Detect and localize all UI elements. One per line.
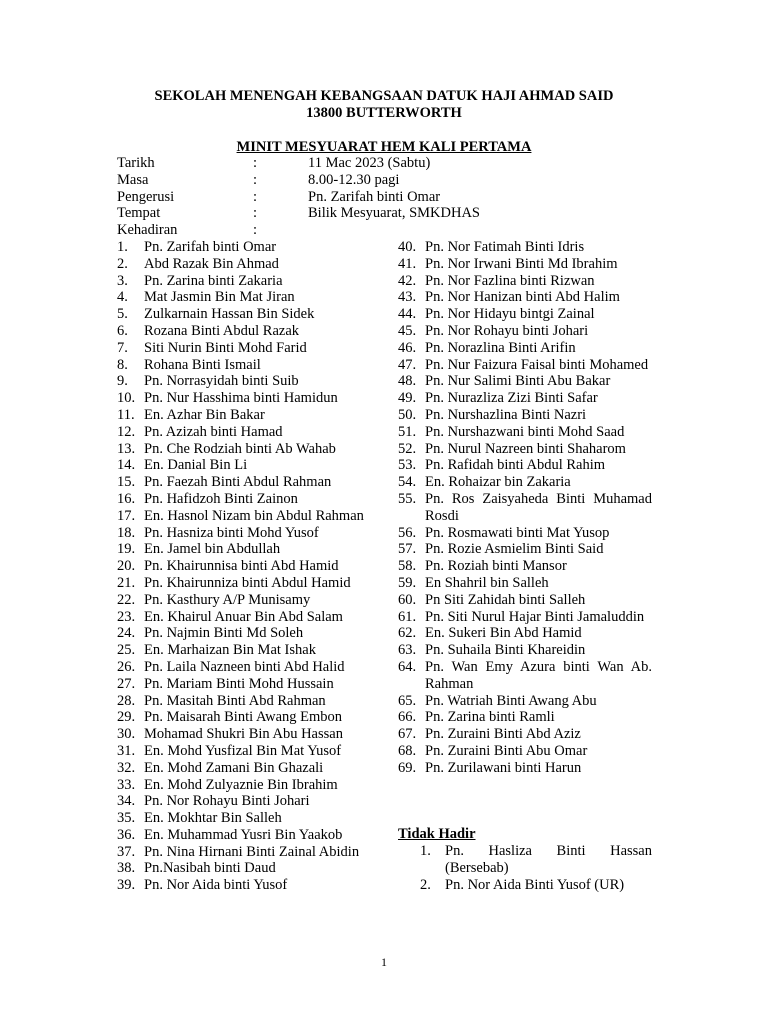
item-name: En. Mohd Zamani Bin Ghazali (144, 759, 324, 776)
item-name: En. Sukeri Bin Abd Hamid (425, 625, 582, 642)
item-number: 37. (117, 843, 136, 860)
item-number: 16. (117, 490, 136, 507)
attendee-item (398, 709, 652, 726)
item-name: En. Muhammad Yusri Bin Yaakob (144, 826, 343, 843)
item-number: 12. (117, 423, 136, 440)
item-name: Mat Jasmin Bin Mat Jiran (144, 289, 295, 306)
item-name: En. Khairul Anuar Bin Abd Salam (144, 608, 343, 625)
info-row (117, 155, 677, 172)
item-name: Pn. Roziah binti Mansor (425, 558, 567, 575)
item-number: 53. (398, 457, 417, 474)
item-name: En. Jamel bin Abdullah (144, 541, 281, 558)
item-number: 43. (398, 289, 417, 306)
attendee-item (117, 676, 370, 693)
attendee-item (117, 239, 370, 256)
attendee-item (398, 558, 652, 575)
attendee-item (117, 558, 370, 575)
item-name: Pn. Khairunnisa binti Abd Hamid (144, 558, 339, 575)
item-number: 59. (398, 574, 417, 591)
item-name: Pn. Ros Zaisyaheda Binti Muhamad Rosdi (425, 490, 652, 524)
item-number: 2. (117, 255, 128, 272)
attendee-item (117, 659, 370, 676)
item-number: 21. (117, 574, 136, 591)
item-number: 68. (398, 742, 417, 759)
item-number: 46. (398, 339, 417, 356)
attendee-item (398, 659, 652, 693)
attendee-item (398, 340, 652, 357)
attendee-item (117, 491, 370, 508)
attendee-item (117, 256, 370, 273)
attendee-item (117, 407, 370, 424)
item-name: En. Mohd Zulyaznie Bin Ibrahim (144, 776, 338, 793)
item-name: Pn. Nor Fatimah Binti Idris (425, 239, 585, 255)
attendee-item (117, 642, 370, 659)
item-name: Pn. Kasthury A/P Munisamy (144, 591, 311, 608)
item-number: 11. (117, 406, 135, 423)
item-name: Pn. Nor Hidayu bintgi Zainal (425, 306, 595, 323)
item-number: 6. (117, 322, 128, 339)
info-colon: : (253, 171, 258, 188)
attendee-item (117, 760, 370, 777)
item-name: Pn. Hasniza binti Mohd Yusof (144, 524, 319, 541)
item-number: 39. (117, 877, 136, 894)
info-row (117, 205, 677, 222)
item-number: 3. (117, 272, 128, 289)
item-number: 15. (117, 474, 136, 491)
item-number: 22. (117, 591, 136, 608)
info-label: Tarikh (117, 155, 155, 171)
attendee-item (117, 709, 370, 726)
attendee-item (117, 273, 370, 290)
info-row (117, 222, 677, 239)
item-number: 55. (398, 490, 417, 507)
item-number: 28. (117, 692, 136, 709)
attendee-item (117, 810, 370, 827)
item-number: 52. (398, 440, 417, 457)
attendee-item (398, 726, 652, 743)
item-name: Pn. Nor Aida Binti Yusof (UR) (445, 876, 625, 893)
attendee-item (398, 743, 652, 760)
absent-list (420, 843, 652, 893)
attendee-item (398, 491, 652, 525)
attendee-list-left (117, 239, 370, 894)
item-name: Pn. Nor Rohayu binti Johari (425, 322, 589, 339)
item-name: Pn. Zuraini Binti Abd Aziz (425, 726, 581, 743)
item-number: 54. (398, 474, 417, 491)
item-number: 33. (117, 776, 136, 793)
attendee-item (117, 323, 370, 340)
info-label: Kehadiran (117, 222, 178, 239)
info-label: Masa (117, 171, 149, 188)
item-number: 26. (117, 658, 136, 675)
attendee-item (117, 860, 370, 877)
item-number: 8. (117, 356, 128, 373)
item-number: 57. (398, 541, 417, 558)
item-number: 64. (398, 658, 417, 675)
attendee-item (117, 390, 370, 407)
item-number: 38. (117, 860, 136, 877)
item-name: En. Marhaizan Bin Mat Ishak (144, 642, 316, 659)
item-name: Pn. Laila Nazneen binti Abd Halid (144, 658, 345, 675)
info-value: 11 Mac 2023 (Sabtu) (308, 155, 431, 171)
absent-item (420, 877, 652, 894)
attendee-item (117, 357, 370, 374)
item-number: 14. (117, 457, 136, 474)
item-name: Pn. Mariam Binti Mohd Hussain (144, 675, 334, 692)
item-number: 41. (398, 255, 417, 272)
item-number: 9. (117, 373, 128, 390)
item-name: Pn. Nur Faizura Faisal binti Mohamed (425, 356, 649, 373)
attendee-item (117, 508, 370, 525)
attendee-item (398, 390, 652, 407)
item-name: Mohamad Shukri Bin Abu Hassan (144, 726, 343, 743)
item-number: 45. (398, 322, 417, 339)
item-number: 48. (398, 373, 417, 390)
item-name: En. Rohaizar bin Zakaria (425, 474, 571, 491)
item-name: Pn. Khairunniza binti Abdul Hamid (144, 574, 351, 591)
item-name: Pn. Nurshazlina Binti Nazri (425, 406, 587, 423)
item-number: 67. (398, 726, 417, 743)
item-name: Siti Nurin Binti Mohd Farid (144, 339, 307, 356)
info-value: Pn. Zarifah binti Omar (308, 188, 441, 205)
item-name: Pn. Siti Nurul Hajar Binti Jamaluddin (425, 608, 645, 625)
item-name: Pn.Nasibah binti Daud (144, 860, 276, 877)
item-name: Pn. Rosmawati binti Mat Yusop (425, 524, 610, 541)
item-name: Pn. Maisarah Binti Awang Embon (144, 709, 343, 726)
item-number: 25. (117, 642, 136, 659)
attendee-item (117, 625, 370, 642)
meeting-info (117, 155, 677, 239)
item-number: 23. (117, 608, 136, 625)
item-number: 1. (117, 239, 128, 255)
item-name: Pn. Zarifah binti Omar (144, 239, 277, 255)
item-name: Pn. Wan Emy Azura binti Wan Ab. Rahman (425, 658, 652, 692)
item-name: Pn. Nor Aida binti Yusof (144, 877, 288, 894)
item-number: 32. (117, 759, 136, 776)
item-number: 40. (398, 239, 417, 255)
attendee-item (117, 575, 370, 592)
attendee-item (117, 726, 370, 743)
item-name: Pn Siti Zahidah binti Salleh (425, 591, 586, 608)
item-number: 5. (117, 306, 128, 323)
item-name: Rohana Binti Ismail (144, 356, 261, 373)
info-label: Pengerusi (117, 188, 175, 205)
attendee-item (398, 642, 652, 659)
attendee-item (398, 441, 652, 458)
item-number: 27. (117, 675, 136, 692)
attendee-item (398, 323, 652, 340)
attendee-item (398, 693, 652, 710)
item-number: 47. (398, 356, 417, 373)
item-name: Pn. Azizah binti Hamad (144, 423, 283, 440)
info-row (117, 172, 677, 189)
attendee-list-right (398, 239, 652, 777)
info-colon: : (253, 205, 258, 222)
attendee-item (398, 760, 652, 777)
item-number: 36. (117, 826, 136, 843)
item-number: 62. (398, 625, 417, 642)
item-name: Pn. Che Rodziah binti Ab Wahab (144, 440, 336, 457)
item-number: 60. (398, 591, 417, 608)
item-number: 63. (398, 642, 417, 659)
page-number: 1 (381, 955, 387, 969)
item-number: 56. (398, 524, 417, 541)
attendee-item (398, 289, 652, 306)
info-colon: : (253, 155, 258, 171)
item-name: Pn. Rafidah binti Abdul Rahim (425, 457, 606, 474)
item-number: 2. (420, 876, 431, 893)
attendee-item (398, 625, 652, 642)
attendee-item (117, 793, 370, 810)
absent-item (420, 843, 652, 877)
info-colon: : (253, 188, 258, 205)
attendee-item (117, 306, 370, 323)
item-name: En Shahril bin Salleh (425, 574, 549, 591)
item-name: Pn. Zarina binti Ramli (425, 709, 555, 726)
attendee-item (398, 575, 652, 592)
attendee-item (117, 827, 370, 844)
item-name: Pn. Hafidzoh Binti Zainon (144, 490, 298, 507)
attendee-item (398, 357, 652, 374)
item-number: 7. (117, 339, 128, 356)
item-name: Pn. Watriah Binti Awang Abu (425, 692, 597, 709)
item-number: 66. (398, 709, 417, 726)
item-name: Pn. Norazlina Binti Arifin (425, 339, 576, 356)
item-name: En. Azhar Bin Bakar (144, 406, 265, 423)
item-number: 10. (117, 390, 136, 407)
item-name: Pn. Nur Salimi Binti Abu Bakar (425, 373, 611, 390)
item-name: En. Mohd Yusfizal Bin Mat Yusof (144, 742, 342, 759)
attendee-item (117, 373, 370, 390)
item-name: En. Mokhtar Bin Salleh (144, 810, 282, 827)
attendee-item (398, 609, 652, 626)
item-name: Abd Razak Bin Ahmad (144, 255, 279, 272)
item-number: 49. (398, 390, 417, 407)
item-name: En. Danial Bin Li (144, 457, 248, 474)
school-name: SEKOLAH MENENGAH KEBANGSAAN DATUK HAJI AHMAD SAID (154, 88, 614, 104)
info-value: Bilik Mesyuarat, SMKDHAS (308, 205, 480, 222)
item-number: 31. (117, 742, 136, 759)
attendee-item (398, 306, 652, 323)
item-number: 51. (398, 423, 417, 440)
attendee-item (398, 407, 652, 424)
item-number: 18. (117, 524, 136, 541)
attendee-item (117, 844, 370, 861)
item-name: Rozana Binti Abdul Razak (144, 322, 300, 339)
attendee-item (398, 525, 652, 542)
item-number: 69. (398, 759, 417, 776)
item-name: Pn. Nina Hirnani Binti Zainal Abidin (144, 843, 360, 860)
item-name: Pn. Nor Hanizan binti Abd Halim (425, 289, 620, 306)
item-name: Pn. Nurazliza Zizi Binti Safar (425, 390, 598, 407)
item-name: Pn. Masitah Binti Abd Rahman (144, 692, 326, 709)
item-name: Pn. Nur Hasshima binti Hamidun (144, 390, 338, 407)
attendee-item (117, 693, 370, 710)
item-number: 30. (117, 726, 136, 743)
item-number: 58. (398, 558, 417, 575)
attendee-item (398, 373, 652, 390)
attendee-item (117, 424, 370, 441)
info-row (117, 189, 677, 206)
attendee-item (398, 256, 652, 273)
item-number: 24. (117, 625, 136, 642)
attendee-item (398, 424, 652, 441)
item-number: 17. (117, 507, 136, 524)
attendee-item (117, 777, 370, 794)
item-number: 20. (117, 558, 136, 575)
item-number: 42. (398, 272, 417, 289)
item-name: Pn. Zuraini Binti Abu Omar (425, 742, 588, 759)
attendee-item (398, 273, 652, 290)
item-name: Pn. Faezah Binti Abdul Rahman (144, 474, 332, 491)
item-name: Pn. Suhaila Binti Khareidin (425, 642, 586, 659)
item-name: Pn. Rozie Asmielim Binti Said (425, 541, 604, 558)
item-name: Pn. Nor Fazlina binti Rizwan (425, 272, 595, 289)
item-number: 50. (398, 406, 417, 423)
item-name: Pn. Hasliza Binti Hassan (Bersebab) (445, 843, 652, 876)
item-name: En. Hasnol Nizam bin Abdul Rahman (144, 507, 364, 524)
item-name: Pn. Najmin Binti Md Soleh (144, 625, 304, 642)
attendee-item (117, 609, 370, 626)
item-name: Pn. Zarina binti Zakaria (144, 272, 283, 289)
item-name: Pn. Nor Rohayu Binti Johari (144, 793, 310, 810)
item-name: Pn. Zurilawani binti Harun (425, 759, 582, 776)
attendee-item (117, 541, 370, 558)
item-number: 4. (117, 289, 128, 306)
item-name: Pn. Nurshazwani binti Mohd Saad (425, 423, 625, 440)
item-name: Pn. Norrasyidah binti Suib (144, 373, 299, 390)
minutes-title: MINIT MESYUARAT HEM KALI PERTAMA (236, 139, 532, 155)
attendee-item (117, 474, 370, 491)
item-number: 1. (420, 843, 431, 859)
item-number: 44. (398, 306, 417, 323)
school-address: 13800 BUTTERWORTH (306, 105, 462, 121)
attendee-item (398, 592, 652, 609)
absent-heading: Tidak Hadir (398, 826, 476, 842)
info-value: 8.00-12.30 pagi (308, 171, 400, 188)
attendee-item (398, 474, 652, 491)
attendee-item (117, 457, 370, 474)
attendee-item (398, 457, 652, 474)
item-number: 35. (117, 810, 136, 827)
attendee-item (117, 592, 370, 609)
item-number: 34. (117, 793, 136, 810)
item-name: Zulkarnain Hassan Bin Sidek (144, 306, 315, 323)
item-number: 61. (398, 608, 417, 625)
attendee-item (398, 541, 652, 558)
attendee-item (117, 743, 370, 760)
item-number: 19. (117, 541, 136, 558)
attendee-item (117, 877, 370, 894)
item-number: 13. (117, 440, 136, 457)
info-colon: : (253, 222, 258, 239)
item-name: Pn. Nor Irwani Binti Md Ibrahim (425, 255, 618, 272)
item-name: Pn. Nurul Nazreen binti Shaharom (425, 440, 626, 457)
attendee-item (117, 441, 370, 458)
attendee-item (117, 340, 370, 357)
attendee-item (398, 239, 652, 256)
attendee-item (117, 289, 370, 306)
item-number: 65. (398, 692, 417, 709)
info-label: Tempat (117, 205, 161, 222)
item-number: 29. (117, 709, 136, 726)
attendee-item (117, 525, 370, 542)
